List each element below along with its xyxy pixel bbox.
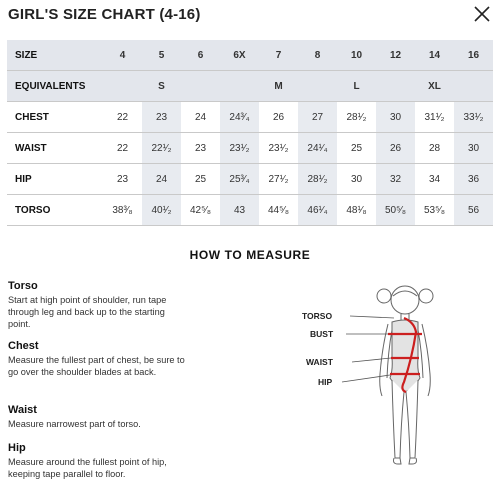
- table-cell: 24¹⁄₄: [298, 133, 337, 164]
- size-cell: 5: [142, 40, 181, 71]
- equivalent-cell: [181, 71, 220, 102]
- table-cell: 27: [298, 102, 337, 133]
- table-cell: 56: [454, 195, 493, 226]
- page-title: GIRL'S SIZE CHART (4-16): [8, 6, 201, 23]
- equivalent-cell: [220, 71, 259, 102]
- table-cell: 53⁵⁄₈: [415, 195, 454, 226]
- table-cell: 28¹⁄₂: [337, 102, 376, 133]
- table-cell: 50⁵⁄₈: [376, 195, 415, 226]
- table-cell: 42⁵⁄₈: [181, 195, 220, 226]
- table-cell: 31¹⁄₂: [415, 102, 454, 133]
- size-cell: 8: [298, 40, 337, 71]
- table-cell: 30: [337, 164, 376, 195]
- table-cell: 30: [454, 133, 493, 164]
- hip-text: Measure around the fullest point of hip, keeping tape parallel to floor.: [8, 457, 167, 479]
- table-cell: 28¹⁄₂: [298, 164, 337, 195]
- torso-instructions: [8, 280, 188, 330]
- size-cell: 7: [259, 40, 298, 71]
- table-row-waist: [7, 133, 493, 164]
- table-cell: 24: [142, 164, 181, 195]
- equivalent-cell: [454, 71, 493, 102]
- table-cell: 26: [259, 102, 298, 133]
- table-cell: 46¹⁄₄: [298, 195, 337, 226]
- equivalent-cell: [376, 71, 415, 102]
- table-cell: 23: [103, 164, 142, 195]
- hip-instructions: [8, 442, 188, 480]
- chest-text: Measure the fullest part of chest, be sure to go over the shoulder blades at back.: [8, 355, 185, 377]
- size-chart-table: [7, 40, 493, 226]
- size-cell: 14: [415, 40, 454, 71]
- size-cell: 12: [376, 40, 415, 71]
- size-cell: 16: [454, 40, 493, 71]
- table-cell: 23: [142, 102, 181, 133]
- table-cell: 40¹⁄₂: [142, 195, 181, 226]
- table-cell: 22¹⁄₂: [142, 133, 181, 164]
- table-cell: 25: [181, 164, 220, 195]
- hip-heading: Hip: [8, 442, 26, 454]
- table-cell: 25³⁄₄: [220, 164, 259, 195]
- how-to-measure-title: HOW TO MEASURE: [189, 248, 311, 262]
- close-icon[interactable]: [472, 4, 492, 24]
- table-cell: 43: [220, 195, 259, 226]
- equivalent-cell: [298, 71, 337, 102]
- table-cell: 23¹⁄₂: [220, 133, 259, 164]
- table-cell: 24: [181, 102, 220, 133]
- size-cell: 4: [103, 40, 142, 71]
- table-cell: 28: [415, 133, 454, 164]
- equivalent-cell: XL: [415, 71, 454, 102]
- waist-text: Measure narrowest part of torso.: [8, 419, 141, 429]
- table-cell: 30: [376, 102, 415, 133]
- measuring-figure: [300, 278, 460, 488]
- equivalent-cell: L: [337, 71, 376, 102]
- equivalent-cell: S: [142, 71, 181, 102]
- equivalent-cell: M: [259, 71, 298, 102]
- table-cell: 22: [103, 102, 142, 133]
- table-cell: 22: [103, 133, 142, 164]
- torso-label: TORSO: [302, 311, 333, 321]
- equivalent-cell: [103, 71, 142, 102]
- table-cell: 36: [454, 164, 493, 195]
- size-cell: 10: [337, 40, 376, 71]
- waist-row-label: WAIST: [7, 133, 103, 164]
- chest-instructions: [8, 340, 188, 378]
- size-cell: 6X: [220, 40, 259, 71]
- hip-label: HIP: [318, 377, 333, 387]
- table-cell: 25: [337, 133, 376, 164]
- table-cell: 23¹⁄₂: [259, 133, 298, 164]
- hip-row-label: HIP: [7, 164, 103, 195]
- table-row-torso: [7, 195, 493, 226]
- table-cell: 26: [376, 133, 415, 164]
- waist-heading: Waist: [8, 404, 37, 416]
- table-cell: 38³⁄₈: [103, 195, 142, 226]
- equivalents-row: [7, 71, 493, 102]
- table-row-chest: [7, 102, 493, 133]
- torso-text: Start at high point of shoulder, run tape through leg and back up to the starting point.: [8, 295, 167, 329]
- table-cell: 34: [415, 164, 454, 195]
- table-cell: 24³⁄₄: [220, 102, 259, 133]
- torso-row-label: TORSO: [7, 195, 103, 226]
- girl-figure-icon: [300, 278, 460, 488]
- equivalents-row-label: EQUIVALENTS: [7, 71, 103, 102]
- waist-instructions: [8, 404, 188, 430]
- chest-heading: Chest: [8, 340, 39, 352]
- waist-label: WAIST: [306, 357, 333, 367]
- table-row-hip: [7, 164, 493, 195]
- table-cell: 48¹⁄₈: [337, 195, 376, 226]
- table-cell: 32: [376, 164, 415, 195]
- table-cell: 23: [181, 133, 220, 164]
- table-cell: 33¹⁄₂: [454, 102, 493, 133]
- size-cell: 6: [181, 40, 220, 71]
- chest-row-label: CHEST: [7, 102, 103, 133]
- bust-label: BUST: [310, 329, 334, 339]
- table-cell: 44⁵⁄₈: [259, 195, 298, 226]
- table-cell: 27¹⁄₂: [259, 164, 298, 195]
- size-row-label: SIZE: [7, 40, 103, 71]
- size-header-row: [7, 40, 493, 71]
- torso-heading: Torso: [8, 280, 38, 292]
